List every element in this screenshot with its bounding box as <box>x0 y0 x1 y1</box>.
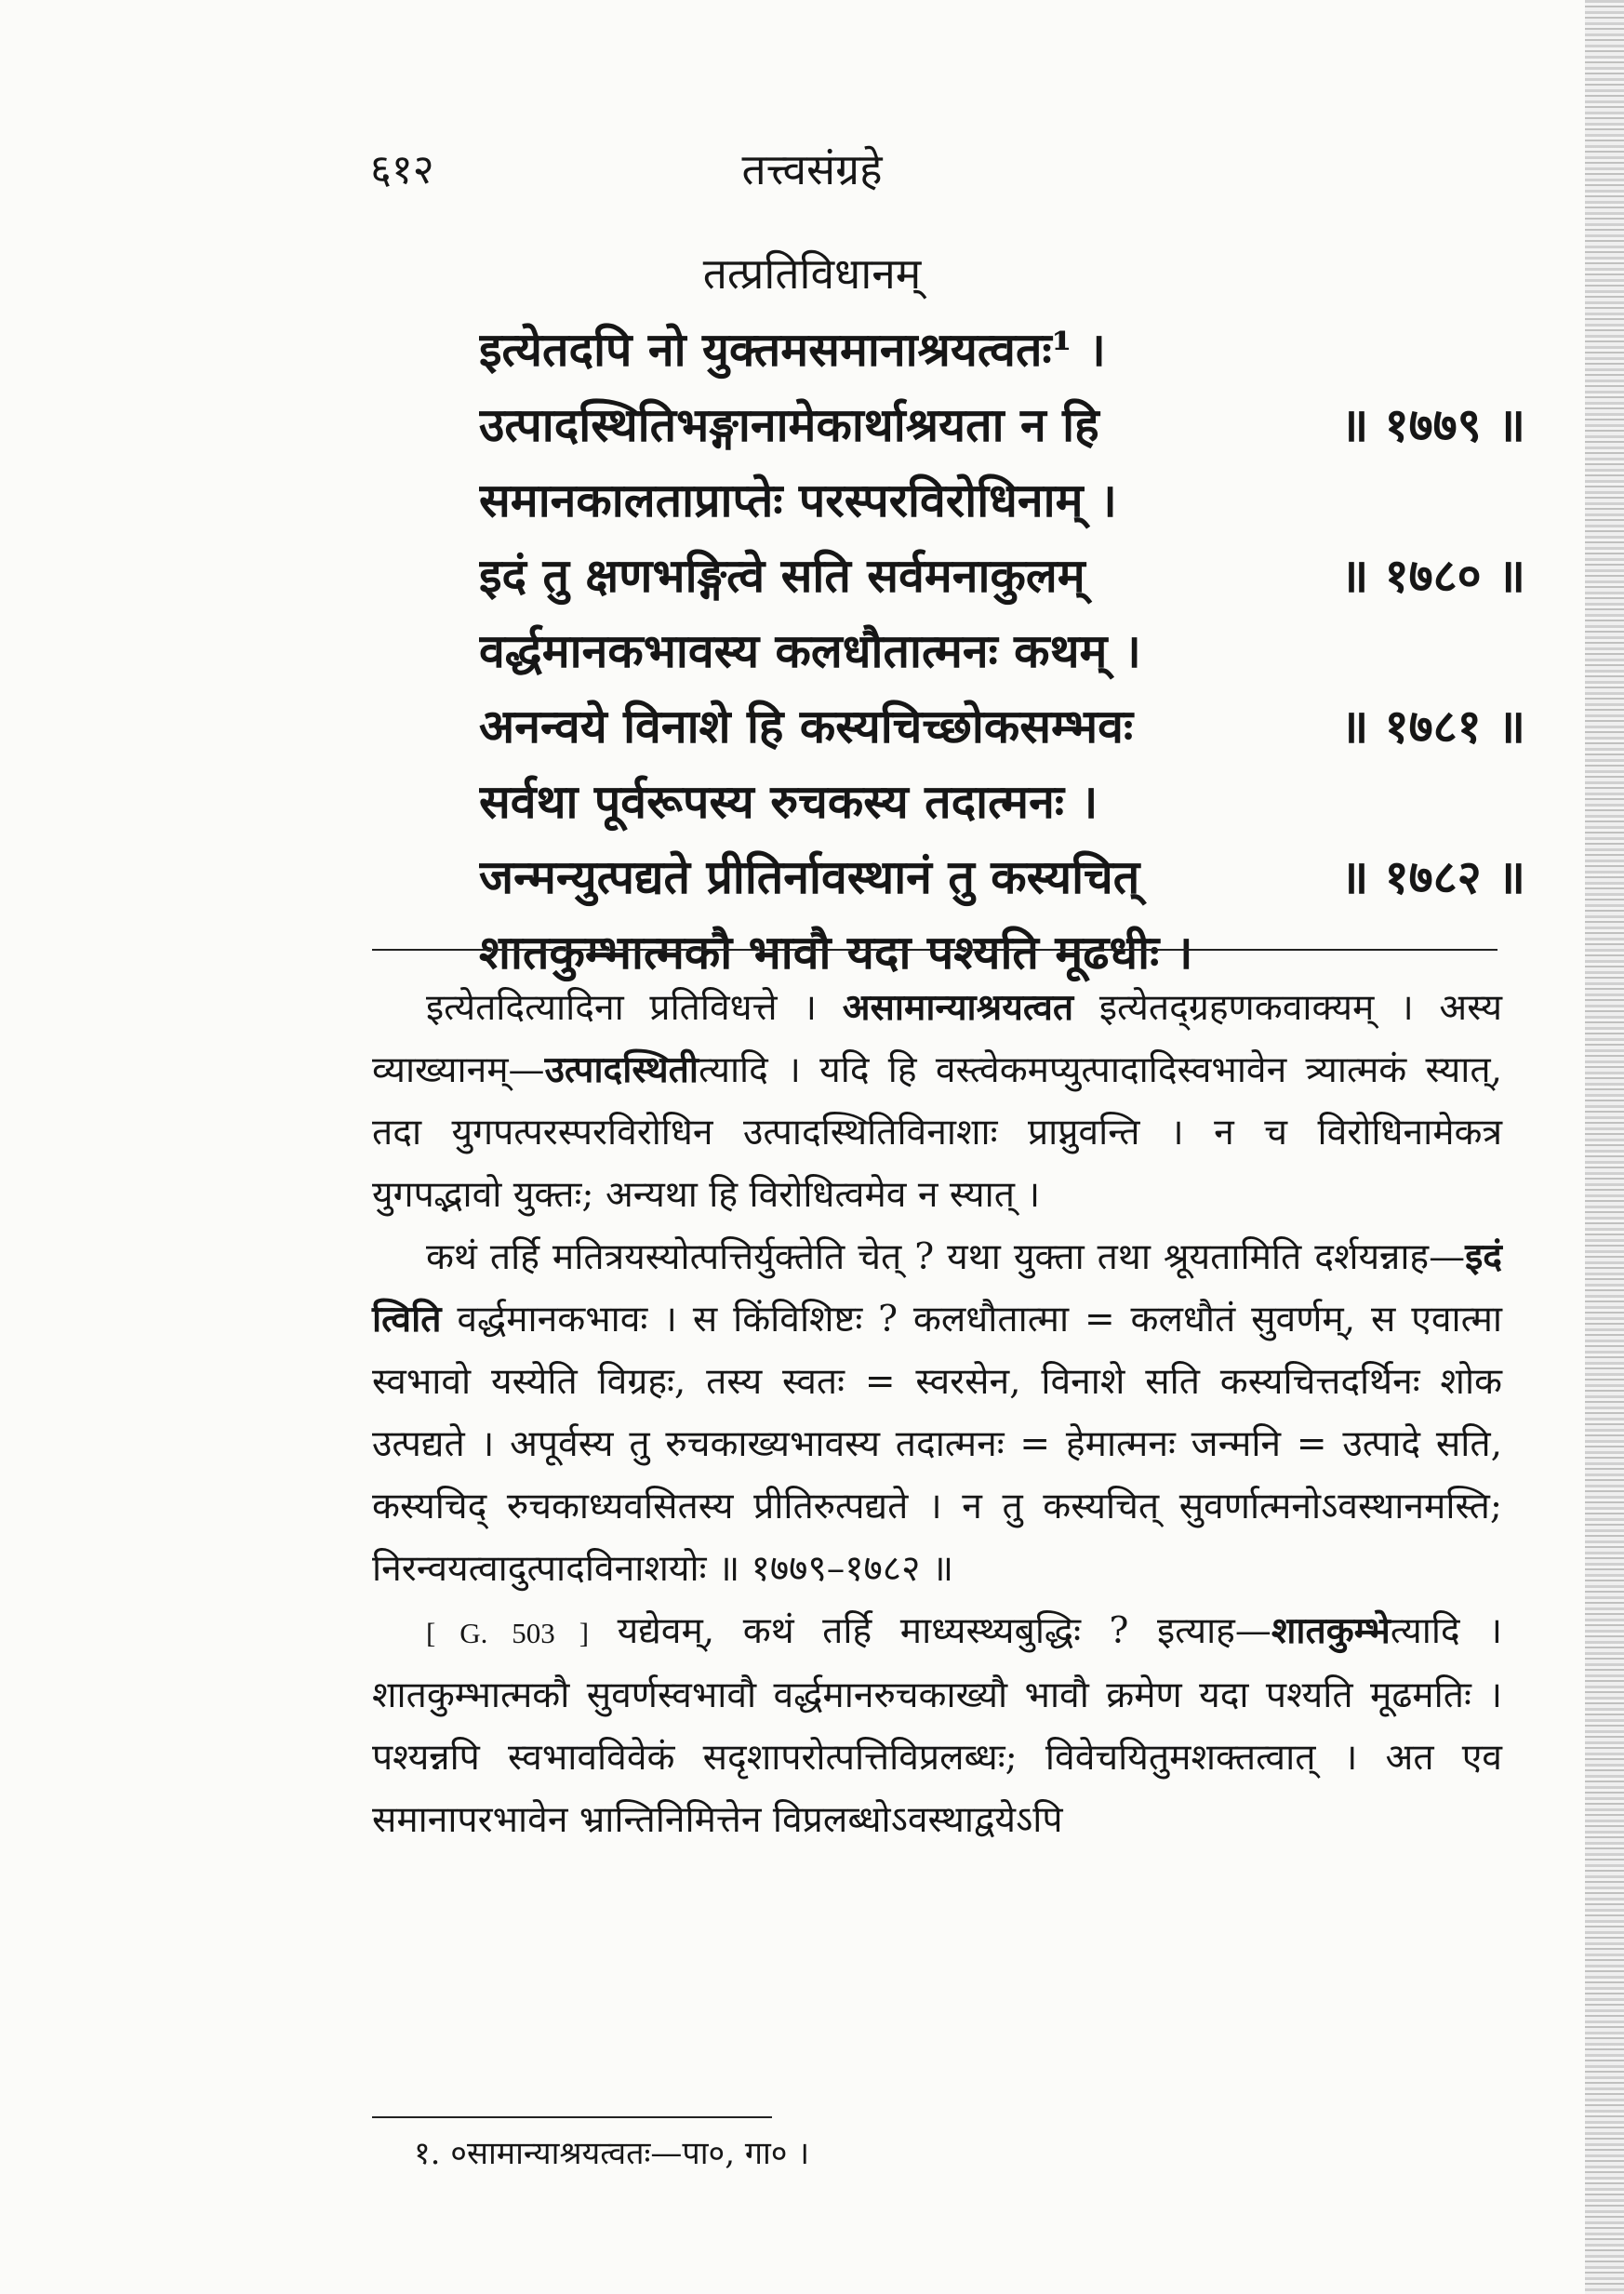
commentary-paragraph <box>372 1226 1502 1600</box>
verse-line <box>479 387 1525 462</box>
footnote-divider <box>372 2116 772 2118</box>
verse-text: सर्वथा पूर्वरूपस्य रुचकस्य तदात्मनः । <box>479 774 1098 829</box>
verse-text: समानकालताप्राप्तेः परस्परविरोधिनाम् । <box>479 473 1117 527</box>
verse-text: इत्येतदपि नो युक्तमसमानाश्रयत्वतः¹ । <box>479 322 1106 377</box>
pratika: इदं त्विति <box>372 1235 1502 1340</box>
verse-block <box>479 312 1525 990</box>
footnote: १. ०सामान्याश्रयत्वतः—पा०, गा० । <box>414 2135 810 2172</box>
book-spine-edge <box>1585 0 1624 2294</box>
verse-line <box>479 538 1525 613</box>
commentary-text: त्यादि । यदि हि वस्त्वेकमप्युत्पादादिस्वभावेन त्र्यात्मकं स्यात्, तदा युगपत्परस्परविरोधिन उत्पादस्थितिविनाशाः प्राप्नुवन्ति । न च विरोधिनामेकत्र युगपद्भावो युक्तः; अन्यथा हि विरोधित्वमेव न स्यात् । <box>372 1049 1502 1216</box>
verse-commentary-divider <box>372 949 1498 951</box>
commentary-text: इत्येतद्ग्रहणकवाक्यम् । अस्य व्याख्यानम्— <box>372 987 1502 1091</box>
commentary-paragraph <box>372 1600 1502 1851</box>
verse-number: ॥ १७८१ ॥ <box>1340 699 1525 754</box>
pratika: असामान्याश्रयत्वत <box>842 986 1074 1029</box>
verse-text: अनन्वये विनाशे हि कस्यचिच्छोकसम्भवः <box>479 699 1134 754</box>
commentary-text: वर्द्धमानकभावः । स किंविशिष्टः ? कलधौतात्मा = कलधौतं सुवर्णम्, स एवात्मा स्वभावो यस्येति विग्रहः, तस्य स्वतः = स्वरसेन, विनाशे सति कस्यचित्तदर्थिनः शोक उत्पद्यते । अपूर्वस्य तु रुचकाख्यभावस्य तदात्मनः = हेमात्मनः जन्मनि = उत्पादे सति, कस्यचिद् रुचकाध्यवसितस्य प्रीतिरुत्पद्यते । न तु कस्यचित् सुवर्णात्मनोऽवस्थानमस्ति; निरन्वयत्वादुत्पादविनाशयोः ॥ १७७९–१७८२ ॥ <box>372 1299 1502 1590</box>
verse-number: ॥ १७७९ ॥ <box>1340 397 1525 452</box>
verse-text: वर्द्धमानकभावस्य कलधौतात्मनः कथम् । <box>479 623 1141 678</box>
verse-text: इदं तु क्षणभङ्गित्वे सति सर्वमनाकुलम् <box>479 548 1085 603</box>
verse-line <box>479 688 1525 764</box>
commentary-text: त्यादि । शातकुम्भात्मकौ सुवर्णस्वभावौ वर्द्धमानरुचकाख्यौ भावौ क्रमेण यदा पश्यति मूढमतिः । पश्यन्नपि स्वभावविवेकं सदृशापरोत्पत्तिविप्रलब्धः; विवेचयितुमशक्तत्वात् । अत एव समानापरभावेन भ्रान्तिनिमित्तेन विप्रलब्धोऽवस्थाद्वयेऽपि <box>372 1610 1502 1841</box>
pratika: उत्पादस्थिती <box>544 1048 699 1091</box>
commentary-text: कथं तर्हि मतित्रयस्योत्पत्तिर्युक्तेति चेत् ? यथा युक्ता तथा श्रूयतामिति दर्शयन्नाह— <box>426 1236 1466 1278</box>
verse-text: जन्मन्युत्पद्यते प्रीतिर्नावस्थानं तु कस्यचित् <box>479 849 1140 904</box>
verse-text: उत्पादस्थितिभङ्गानामेकार्थाश्रयता न हि <box>479 397 1099 452</box>
running-title: तत्त्वसंग्रहे <box>741 144 883 194</box>
gos-page-reference: [ G. 503 ] <box>426 1617 590 1649</box>
verse-line <box>479 312 1525 387</box>
verse-line <box>479 839 1525 914</box>
commentary-text: इत्येतदित्यादिना प्रतिविधत्ते । <box>426 987 843 1029</box>
commentary-text: यद्येवम्, कथं तर्हि माध्यस्थ्यबुद्धिः ? इत्याह— <box>589 1610 1271 1652</box>
commentary-paragraph <box>372 977 1502 1226</box>
verse-line <box>479 764 1525 839</box>
verse-line <box>479 613 1525 688</box>
verse-text: शातकुम्भात्मकौ भावौ यदा पश्यति मूढधीः । <box>479 925 1193 980</box>
verse-line <box>479 462 1525 538</box>
commentary <box>372 977 1502 1851</box>
section-title: तत्प्रतिविधानम् <box>702 248 922 299</box>
verse-number: ॥ १७८२ ॥ <box>1340 849 1525 904</box>
page-number: ६१२ <box>370 146 434 193</box>
verse-number: ॥ १७८० ॥ <box>1340 548 1525 603</box>
pratika: शातकुम्भे <box>1271 1609 1391 1652</box>
